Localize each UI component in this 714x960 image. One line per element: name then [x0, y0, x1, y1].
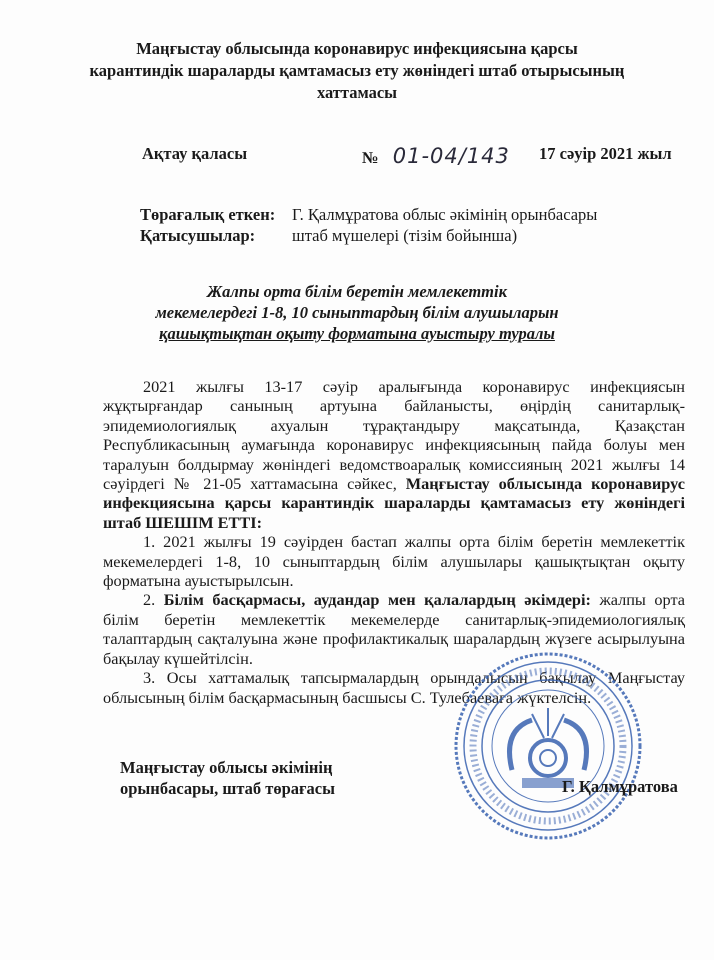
date: 17 сәуір 2021 жыл: [539, 144, 672, 163]
signatory-position: [120, 757, 335, 799]
title-line-1: Маңғыстау облысында коронавирус инфекциясына қарсы: [136, 39, 578, 58]
item-2-number: 2.: [143, 590, 164, 610]
handwritten-number: 01-04/143: [392, 144, 510, 168]
item-2-text: жалпы орта білім беретін мемлекеттік мекемелерде санитарлық-эпидемиологиялық талаптардың сақталуына және профилактикалық шаралардың жүзеге асырылуына бақылау күшейтілсін.: [103, 590, 685, 668]
number-sign: №: [362, 148, 379, 167]
official-stamp: [452, 650, 644, 842]
protocol-number: [362, 144, 510, 168]
document-title: [0, 38, 714, 104]
subject: [0, 281, 714, 344]
intro-text: 2021 жылғы 13-17 сәуір аралығында коронавирус инфекциясын жұқтырғандар санының артуына байланысты, өңірдің санитарлық-эпидемиологиялық ахуалын тұрақтандыру мақсатында, Қазақстан Республикасының аумағында коронавирус инфекциясының пайда болуы мен таралуын болдырмау жөніндегі ведомствоаралық комиссияның 2021 жылғы 14 сәуірдегі № 21-05 хаттамасына сәйкес,: [103, 377, 685, 494]
position-line-2: орынбасары, штаб төрағасы: [120, 779, 335, 798]
title-line-3: хаттамасы: [316, 83, 398, 102]
participants-label: Қатысушылар:: [140, 226, 256, 245]
item-1: 1. 2021 жылғы 19 сәуірден бастап жалпы орта білім беретін мемлекеттік мекемелердегі 1-8, 10 сыныптардың білім алушылары қашықтықтан оқыту форматына ауыстырылсын.: [103, 532, 685, 591]
intro-paragraph: [103, 377, 685, 532]
participants-value: штаб мүшелері (тізім бойынша): [292, 226, 518, 245]
chair-row: [140, 204, 597, 225]
position-line-1: Маңғыстау облысы әкімінің: [120, 758, 333, 777]
intro-decision: Маңғыстау облысында коронавирус инфекциясына қарсы карантиндік шараларды қамтамасыз ету жөніндегі штаб ШЕШІМ ЕТТІ:: [103, 474, 685, 532]
meeting-meta: [140, 204, 597, 246]
item-2-responsible: Білім басқармасы, аудандар мен қалалардың әкімдері:: [163, 590, 591, 610]
subject-line-1: Жалпы орта білім беретін мемлекеттік: [207, 282, 507, 301]
item-3: 3. Осы хаттамалық тапсырмалардың орындалысын бақылау Маңғыстау облысының білім басқармасының басшысы С. Тулебаеваға жүктелсін.: [103, 668, 685, 707]
participants-row: [140, 225, 597, 246]
chair-label: Төрағалық еткен:: [140, 205, 276, 224]
subject-line-3: қашықтықтан оқыту форматына ауыстыру туралы: [159, 324, 555, 343]
chair-value: Г. Қалмұратова облыс әкімінің орынбасары: [292, 205, 598, 224]
signatory-name: Г. Қалмұратова: [562, 777, 678, 796]
subject-line-2: мекемелердегі 1-8, 10 сыныптардың білім алушыларын: [155, 303, 559, 322]
title-line-2: карантиндік шараларды қамтамасыз ету жөніндегі штаб отырысының: [89, 61, 625, 80]
city: Ақтау қаласы: [142, 144, 248, 163]
